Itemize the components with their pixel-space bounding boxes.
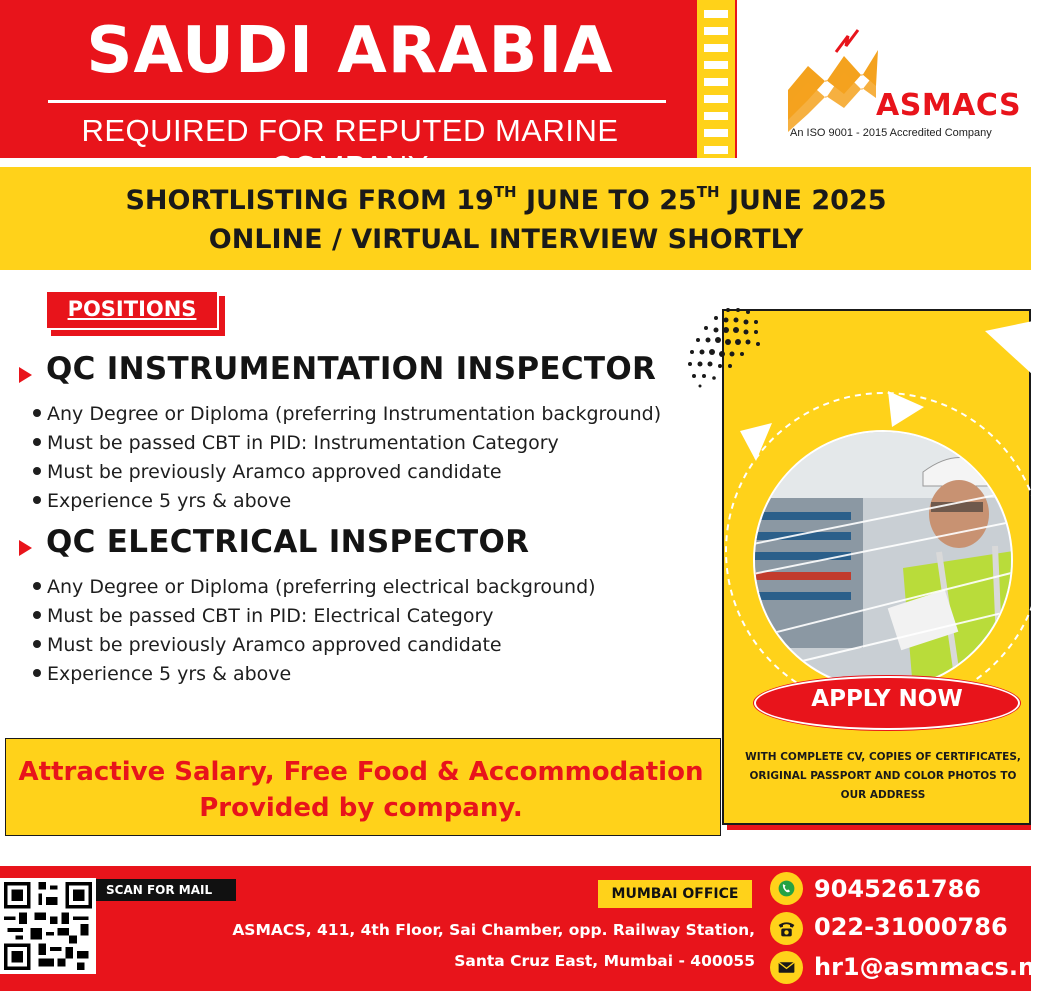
email-address[interactable]: hr1@asmmacs.net — [814, 953, 1063, 981]
list-item: Any Degree or Diploma (preferring electrical background) — [33, 576, 596, 598]
apply-instructions: WITH COMPLETE CV, COPIES OF CERTIFICATES, ORIGINAL PASSPORT AND COLOR PHOTOS TO OUR ADDRESS — [745, 751, 1021, 801]
halftone-dots — [680, 300, 775, 395]
logo-tagline: An ISO 9001 - 2015 Accredited Company — [790, 127, 992, 139]
list-item: Experience 5 yrs & above — [33, 490, 291, 512]
phone-number[interactable]: 022-31000786 — [814, 913, 1008, 941]
inspector-photo — [733, 428, 1031, 690]
qr-code[interactable] — [0, 878, 96, 974]
benefits-line-2: Provided by company. — [199, 793, 523, 823]
shortlisting-dates: SHORTLISTING FROM 19TH JUNE TO 25TH JUNE 2025 — [125, 183, 887, 216]
mail-icon — [770, 951, 803, 984]
list-item: Must be previously Aramco approved candidate — [33, 634, 502, 656]
list-item: Must be passed CBT in PID: Instrumentation Category — [33, 432, 559, 454]
play-arrow-icon — [19, 367, 32, 383]
logo-name: ASMACS — [876, 88, 1022, 123]
list-item: Must be passed CBT in PID: Electrical Category — [33, 605, 494, 627]
address-line-1: ASMACS, 411, 4th Floor, Sai Chamber, opp. Railway Station, — [232, 921, 755, 939]
apply-now-label[interactable]: APPLY NOW — [811, 686, 963, 712]
address-line-2: Santa Cruz East, Mumbai - 400055 — [454, 952, 755, 970]
ladder-decoration — [697, 0, 735, 158]
benefits-line-1: Attractive Salary, Free Food & Accommodation — [18, 757, 704, 787]
list-item: Any Degree or Diploma (preferring Instrumentation background) — [33, 403, 661, 425]
whatsapp-icon — [770, 872, 803, 905]
positions-tag — [45, 290, 219, 330]
list-item: Experience 5 yrs & above — [33, 663, 291, 685]
job-title-electrical: QC ELECTRICAL INSPECTOR — [46, 524, 530, 560]
list-item: Must be previously Aramco approved candidate — [33, 461, 502, 483]
scan-for-mail-label: SCAN FOR MAIL — [96, 879, 236, 901]
play-arrow-icon — [19, 540, 32, 556]
title-underline — [48, 100, 666, 103]
asmacs-logo-icon — [786, 28, 1016, 143]
office-badge: MUMBAI OFFICE — [598, 880, 752, 908]
job-title-instrumentation: QC INSTRUMENTATION INSPECTOR — [46, 351, 657, 387]
page-title: SAUDI ARABIA — [86, 14, 614, 88]
page-subtitle: REQUIRED FOR REPUTED MARINE — [81, 113, 619, 148]
interview-note: ONLINE / VIRTUAL INTERVIEW SHORTLY — [208, 224, 804, 255]
telephone-icon — [770, 912, 803, 945]
whatsapp-number[interactable]: 9045261786 — [814, 875, 981, 903]
positions-label: POSITIONS — [67, 297, 197, 321]
